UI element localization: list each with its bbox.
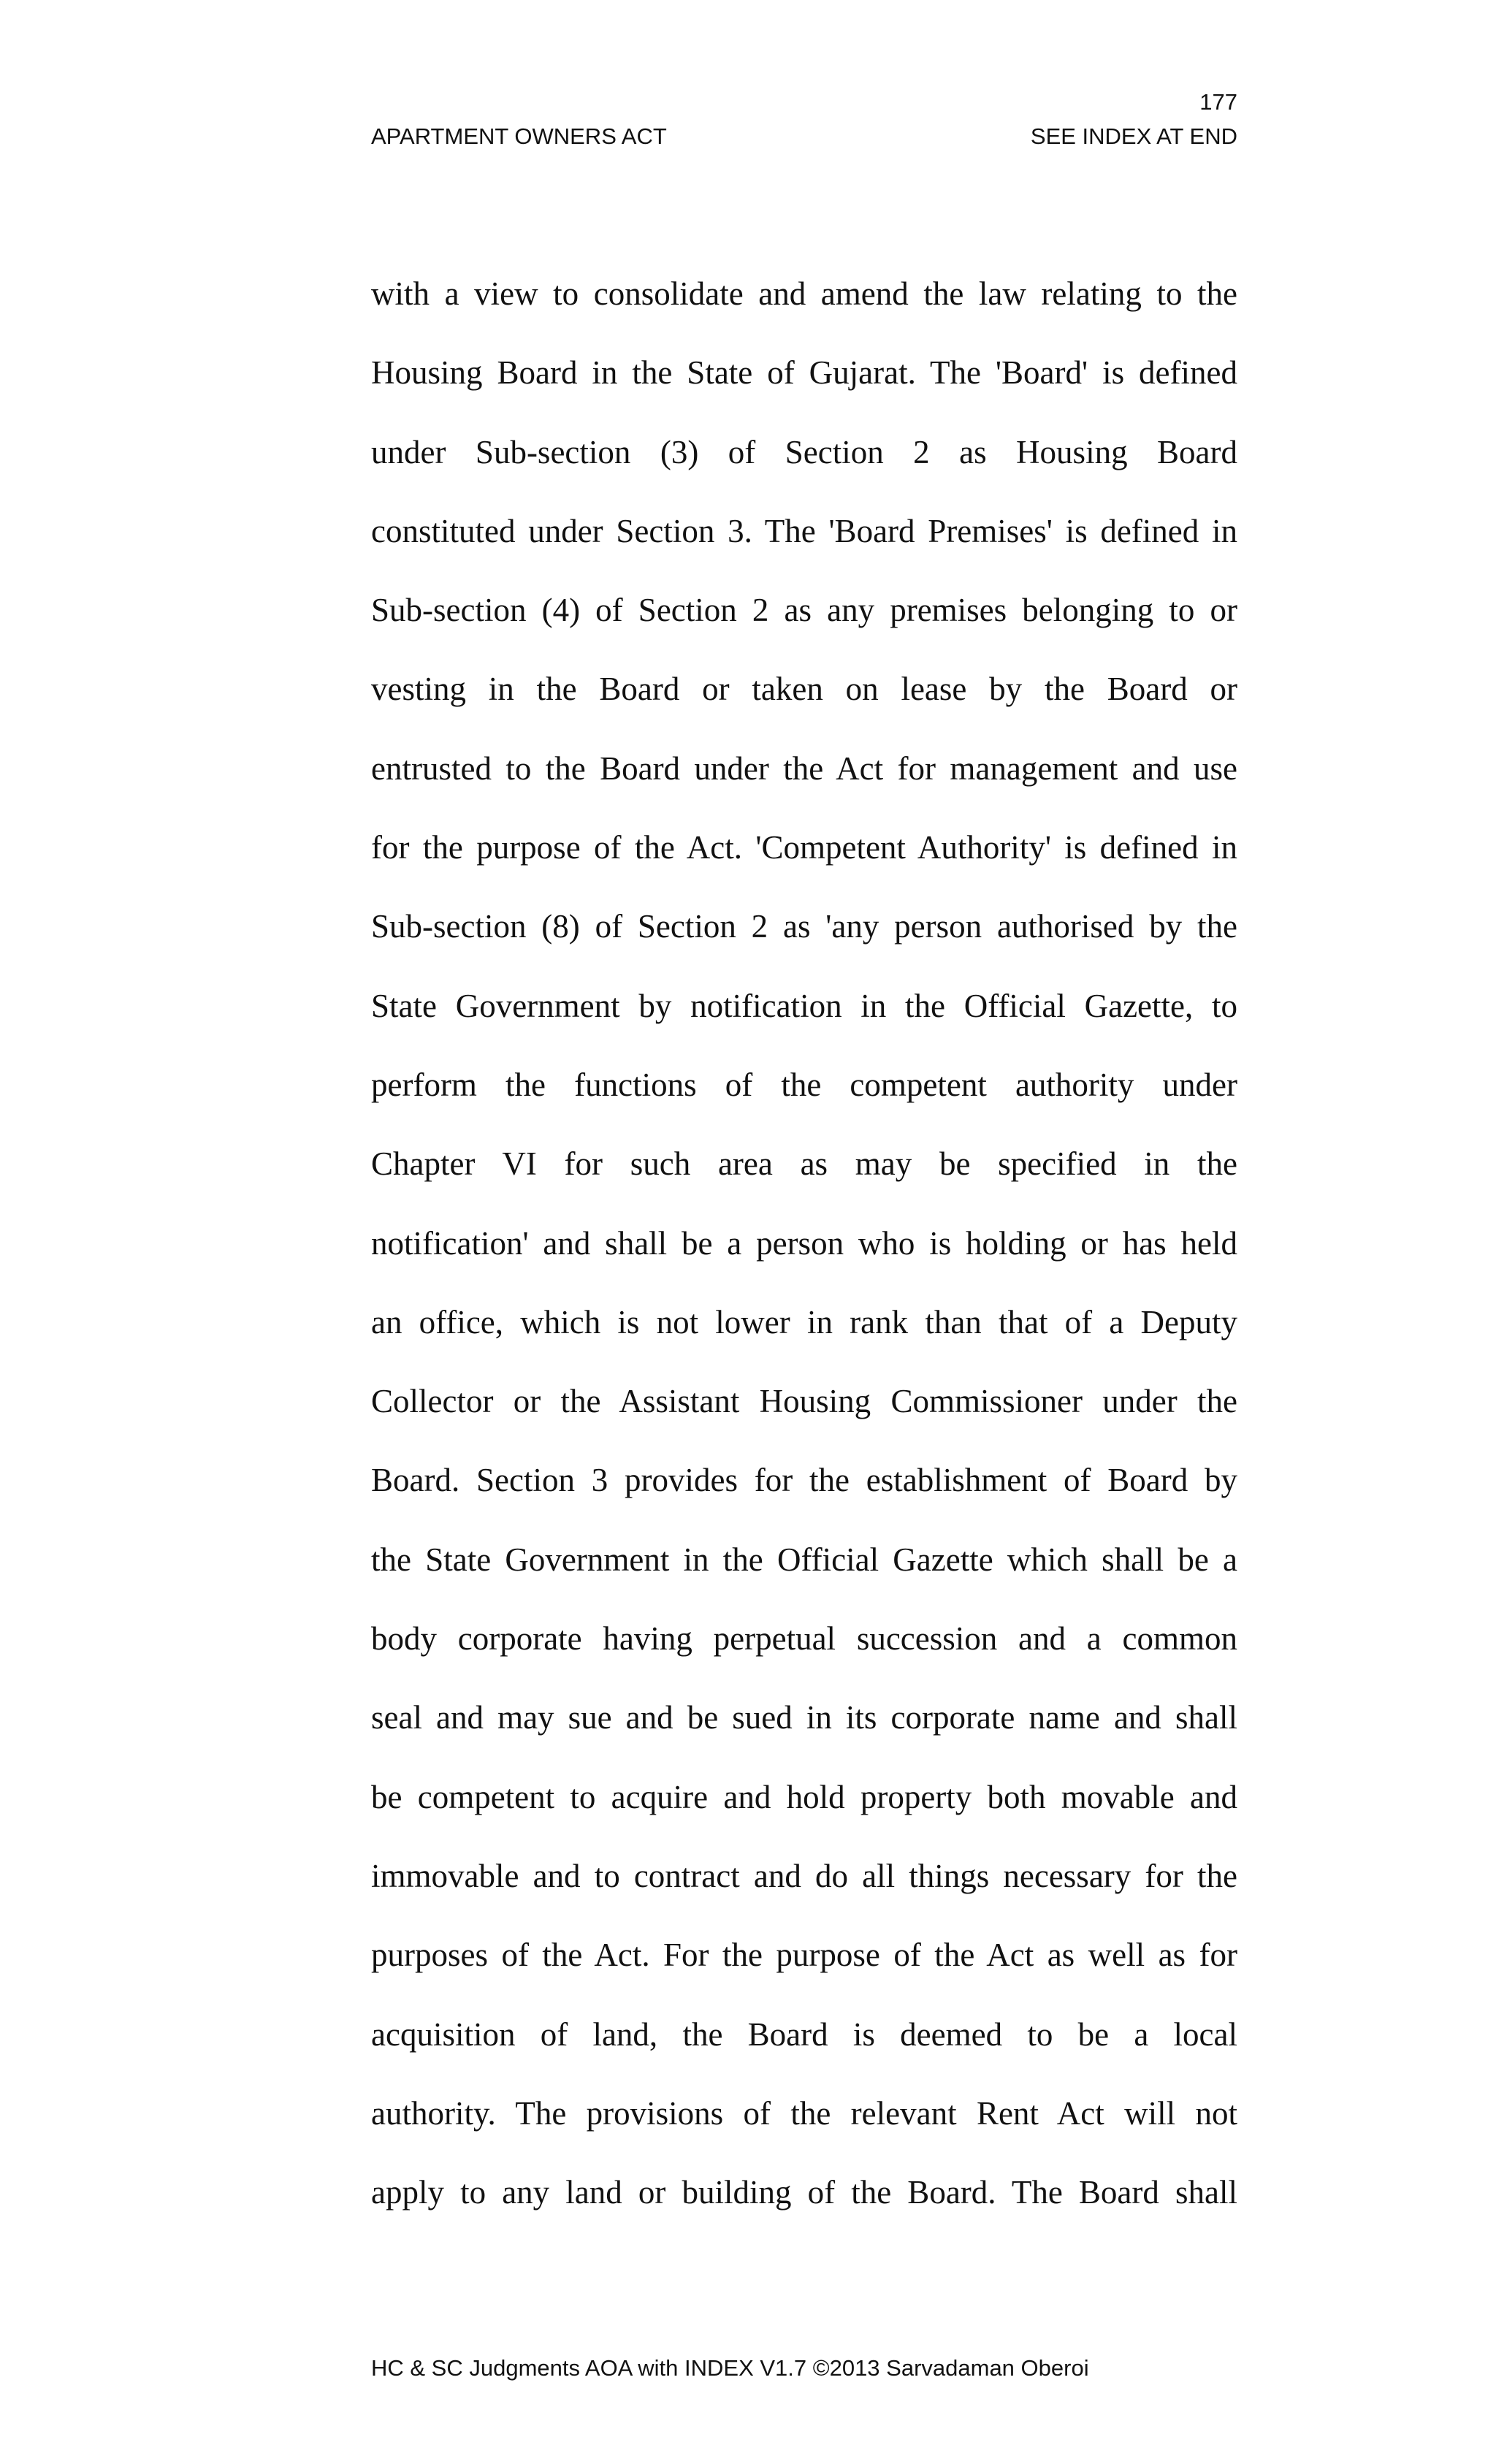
text-line: the State Government in the Official Gazette which shall be a <box>371 1541 1237 1578</box>
text-line: with a view to consolidate and amend the law relating to the <box>371 275 1237 312</box>
text-line: constituted under Section 3. The 'Board Premises' is defined in <box>371 512 1237 549</box>
text-line: under Sub-section (3) of Section 2 as Housing Board <box>371 433 1237 470</box>
header-index-note: SEE INDEX AT END <box>1030 123 1237 149</box>
page-number: 177 <box>1199 89 1237 115</box>
text-line: body corporate having perpetual succession and a common <box>371 1620 1237 1658</box>
text-line: Sub-section (4) of Section 2 as any premises belonging to or <box>371 592 1237 629</box>
text-line: an office, which is not lower in rank than that of a Deputy <box>371 1303 1237 1340</box>
text-line: Board. Section 3 provides for the establishment of Board by <box>371 1462 1237 1499</box>
text-line: entrusted to the Board under the Act for management and use <box>371 750 1237 787</box>
text-line: authority. The provisions of the relevant Rent Act will not <box>371 2094 1237 2132</box>
text-line: Housing Board in the State of Gujarat. The 'Board' is defined <box>371 354 1237 392</box>
body-paragraph <box>371 254 1237 2232</box>
footer-copyright: HC & SC Judgments AOA with INDEX V1.7 ©2013 Sarvadaman Oberoi <box>371 2355 1089 2381</box>
text-line: seal and may sue and be sued in its corporate name and shall <box>371 1699 1237 1736</box>
text-line: for the purpose of the Act. 'Competent Authority' is defined in <box>371 829 1237 866</box>
text-line: acquisition of land, the Board is deemed to be a local <box>371 2015 1237 2053</box>
text-line: immovable and to contract and do all things necessary for the <box>371 1857 1237 1894</box>
text-line: Sub-section (8) of Section 2 as 'any person authorised by the <box>371 908 1237 945</box>
header-title: APARTMENT OWNERS ACT <box>371 123 667 149</box>
text-line: notification' and shall be a person who is holding or has held <box>371 1224 1237 1262</box>
text-line: be competent to acquire and hold property both movable and <box>371 1778 1237 1815</box>
text-line: purposes of the Act. For the purpose of the Act as well as for <box>371 1937 1237 1974</box>
text-line: apply to any land or building of the Board. The Board shall <box>371 2174 1237 2211</box>
running-header <box>371 121 1237 153</box>
text-line: Collector or the Assistant Housing Commissioner under the <box>371 1383 1237 1420</box>
text-line: State Government by notification in the Official Gazette, to <box>371 987 1237 1024</box>
text-line: perform the functions of the competent authority under <box>371 1066 1237 1103</box>
text-line: Chapter VI for such area as may be specified in the <box>371 1145 1237 1183</box>
text-line: vesting in the Board or taken on lease by the Board or <box>371 671 1237 708</box>
